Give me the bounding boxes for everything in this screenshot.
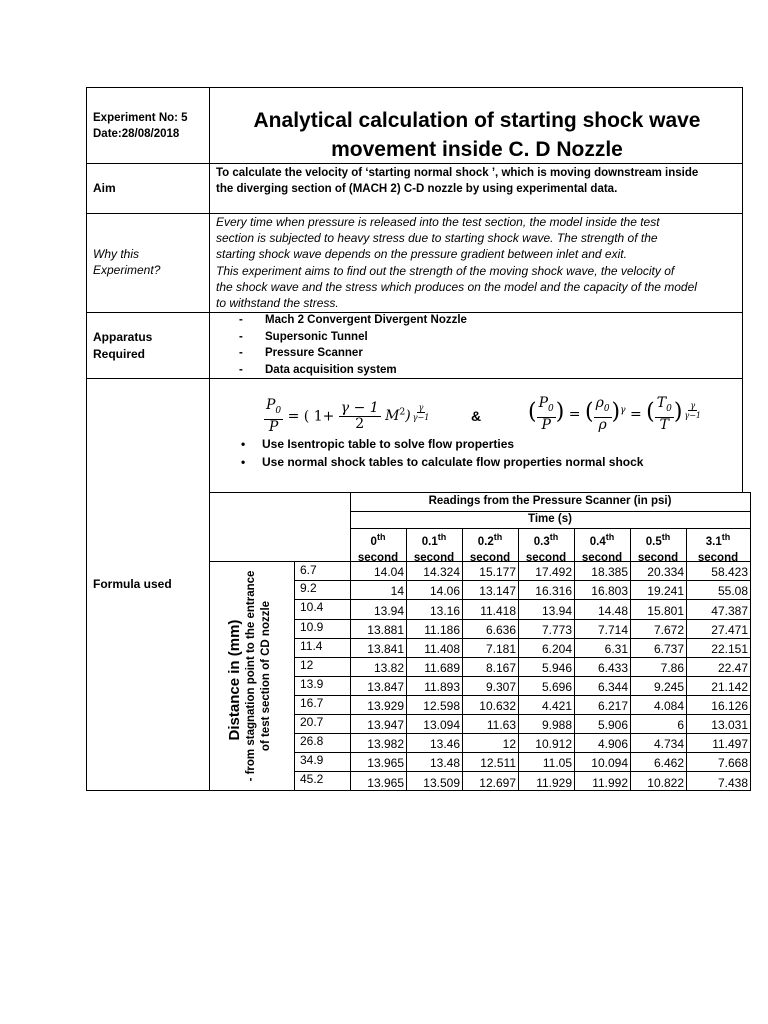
- reading-cell: 12.697: [479, 776, 516, 790]
- row-divider: [294, 771, 750, 772]
- bullet-icon: •: [241, 455, 246, 469]
- reading-cell: 18.385: [591, 565, 628, 579]
- reading-cell: 4.084: [653, 699, 684, 713]
- reading-cell: 11.929: [536, 776, 572, 790]
- reading-cell: 6.462: [653, 756, 684, 770]
- reading-cell: 14.48: [597, 604, 628, 618]
- time-column-header: 0.1th second: [413, 532, 455, 564]
- time-column-header: 0.3th second: [525, 532, 567, 564]
- reading-cell: 13.48: [429, 756, 460, 770]
- distance-cell: 16.7: [300, 696, 324, 710]
- apparatus-label-line-2: Required: [93, 347, 146, 361]
- reading-cell: 13.947: [367, 718, 404, 732]
- time-column-header: 0.4th second: [581, 532, 623, 564]
- reading-cell: 10.632: [479, 699, 516, 713]
- reading-cell: 13.929: [367, 699, 404, 713]
- list-item: - Pressure Scanner: [239, 347, 363, 359]
- formula-ampersand: &: [471, 408, 482, 424]
- reading-cell: 4.421: [541, 699, 572, 713]
- reading-cell: 12.598: [423, 699, 460, 713]
- list-item: - Mach 2 Convergent Divergent Nozzle: [239, 314, 467, 326]
- reading-cell: 7.86: [660, 661, 684, 675]
- reading-cell: 11.689: [424, 661, 460, 675]
- reading-cell: 7.181: [485, 642, 516, 656]
- formula-bullets: [241, 435, 643, 471]
- why-text: [216, 214, 742, 311]
- experiment-date: Date:28/08/2018: [93, 128, 180, 140]
- time-column-header: 0th second: [357, 532, 399, 564]
- why-label-line-1: Why this: [93, 247, 140, 261]
- reading-cell: 4.734: [653, 737, 684, 751]
- reading-cell: 9.245: [653, 680, 684, 694]
- reading-cell: 22.47: [717, 661, 748, 675]
- distance-cell: 34.9: [300, 753, 324, 767]
- distance-cell: 6.7: [300, 563, 317, 577]
- row-divider-apparatus: [86, 378, 743, 379]
- reading-cell: 47.387: [711, 604, 748, 618]
- why-label: [93, 246, 160, 278]
- aim-label: Aim: [93, 181, 116, 195]
- reading-cell: 13.16: [429, 604, 460, 618]
- reading-cell: 12.511: [480, 756, 516, 770]
- row-divider: [294, 619, 750, 620]
- time-column-header: 0.2th second: [469, 532, 511, 564]
- reading-cell: 13.46: [429, 737, 460, 751]
- why-line: This experiment aims to find out the strength of the moving shock wave, the velocity of: [216, 263, 675, 278]
- reading-cell: 6.737: [653, 642, 684, 656]
- distance-cell: 11.4: [300, 639, 323, 653]
- reading-cell: 6: [677, 718, 684, 732]
- why-line: starting shock wave depends on the pressure gradient between inlet and exit.: [216, 247, 627, 262]
- reading-cell: 6.31: [604, 642, 628, 656]
- distance-cell: 10.9: [300, 620, 324, 634]
- page-title: [212, 106, 742, 164]
- distance-cell: 45.2: [300, 772, 324, 786]
- outer-border-right: [742, 87, 743, 493]
- reading-cell: 15.801: [647, 604, 684, 618]
- reading-cell: 13.982: [367, 737, 404, 751]
- readings-top-border: [209, 492, 750, 493]
- bullet-icon: •: [241, 437, 246, 451]
- time-label: Time (s): [528, 513, 572, 525]
- reading-cell: 10.912: [535, 737, 572, 751]
- reading-cell: 16.126: [711, 699, 748, 713]
- list-item: • Use normal shock tables to calculate flow properties normal shock: [241, 455, 644, 469]
- reading-cell: 14.06: [429, 584, 460, 598]
- reading-cell: 6.204: [541, 642, 572, 656]
- row-divider: [294, 714, 750, 715]
- reading-cell: 13.509: [423, 776, 460, 790]
- reading-cell: 4.906: [597, 737, 628, 751]
- reading-cell: 13.82: [373, 661, 404, 675]
- distance-cell: 12: [300, 658, 314, 672]
- reading-cell: 58.423: [711, 565, 748, 579]
- why-line: to withstand the stress.: [216, 296, 339, 311]
- reading-cell: 11.63: [486, 718, 516, 732]
- row-divider: [294, 676, 750, 677]
- reading-cell: 19.241: [647, 584, 684, 598]
- reading-cell: 16.803: [591, 584, 628, 598]
- row-divider: [294, 752, 750, 753]
- reading-cell: 13.94: [541, 604, 572, 618]
- reading-cell: 17.492: [535, 565, 572, 579]
- reading-cell: 11.186: [424, 623, 460, 637]
- reading-cell: 5.906: [597, 718, 628, 732]
- reading-cell: 11.992: [592, 776, 628, 790]
- reading-cell: 10.822: [647, 776, 684, 790]
- distance-cell: 10.4: [300, 600, 324, 614]
- readings-title: Readings from the Pressure Scanner (in psi): [428, 495, 672, 507]
- distance-axis-sublabel: - from stagnation point to the entrance of test section of CD nozzle: [245, 570, 272, 782]
- readings-sub-divider-1: [350, 511, 750, 512]
- isentropic-formula-right: ( $\frac{P_0}{P}$ ) = ( $\frac{\rho_0}{\rho}$ )$^\gamma$ = ( $\frac{T_0}{T}$ ) $^{\frac{\gamma}{\gamma-1}}$: [528, 395, 702, 433]
- reading-cell: 12: [502, 737, 516, 751]
- reading-cell: 6.433: [597, 661, 628, 675]
- distance-cell: 26.8: [300, 734, 324, 748]
- time-column-header: 3.1th second: [697, 532, 739, 564]
- distance-axis-label: Distance in (mm): [226, 619, 243, 741]
- reading-cell: 7.672: [653, 623, 684, 637]
- list-item: - Supersonic Tunnel: [239, 330, 368, 343]
- why-line: Every time when pressure is released into the test section, the model inside the test: [216, 215, 660, 229]
- reading-cell: 13.847: [367, 680, 404, 694]
- reading-cell: 5.696: [541, 680, 572, 694]
- reading-cell: 8.167: [485, 661, 516, 675]
- reading-cell: 21.142: [711, 680, 748, 694]
- reading-cell: 7.438: [717, 776, 748, 790]
- reading-cell: 11.893: [424, 680, 460, 694]
- reading-cell: 5.946: [541, 661, 572, 675]
- row-divider: [294, 638, 750, 639]
- distance-cell: 9.2: [300, 581, 317, 595]
- reading-cell: 7.773: [541, 623, 572, 637]
- reading-cell: 14.04: [373, 565, 404, 579]
- apparatus-label: [93, 329, 152, 363]
- reading-cell: 11.497: [712, 737, 748, 751]
- why-line: section is subjected to heavy stress due to starting shock wave. The strength of the: [216, 231, 658, 246]
- reading-cell: 10.094: [591, 756, 628, 770]
- list-item: - Data acquisition system: [239, 363, 397, 376]
- readings-right-border: [750, 492, 751, 791]
- aim-line-2: the diverging section of (MACH 2) C-D nozzle by using experimental data.: [216, 183, 618, 195]
- row-divider: [294, 733, 750, 734]
- reading-cell: 27.471: [711, 623, 748, 637]
- reading-cell: 55.08: [717, 584, 748, 598]
- reading-cell: 11.05: [542, 756, 572, 770]
- reading-cell: 9.988: [541, 718, 572, 732]
- reading-cell: 13.147: [479, 584, 516, 598]
- aim-line-1: To calculate the velocity of ‘starting normal shock ’, which is moving downstream inside: [216, 167, 699, 179]
- reading-cell: 9.307: [485, 680, 516, 694]
- apparatus-label-line-1: Apparatus: [93, 330, 153, 344]
- reading-cell: 13.841: [367, 642, 404, 656]
- distance-cell: 20.7: [300, 715, 324, 729]
- reading-cell: 16.316: [535, 584, 572, 598]
- reading-cell: 22.151: [711, 642, 748, 656]
- isentropic-formula-left: $\frac{P_0}{P}$ = ( 1+ $\frac{\gamma - 1}{2}$ $M^2$) $^{\frac{\gamma}{\gamma-1}}$: [266, 397, 430, 435]
- time-column-header: 0.5th second: [637, 532, 679, 564]
- reading-cell: 7.714: [597, 623, 628, 637]
- reading-cell: 14.324: [423, 565, 460, 579]
- why-label-line-2: Experiment?: [93, 263, 161, 278]
- reading-cell: 7.668: [717, 756, 748, 770]
- why-line: the shock wave and the stress which produces on the model and the capacity of the model: [216, 279, 697, 294]
- reading-cell: 6.636: [485, 623, 516, 637]
- reading-cell: 13.094: [423, 718, 460, 732]
- row-divider: [294, 580, 750, 581]
- distance-cell: 13.9: [300, 677, 324, 691]
- reading-cell: 20.334: [647, 565, 684, 579]
- reading-cell: 15.177: [479, 565, 516, 579]
- title-line-2: movement inside C. D Nozzle: [331, 138, 623, 161]
- reading-cell: 11.418: [480, 604, 516, 618]
- title-line-1: Analytical calculation of starting shock wave: [253, 109, 701, 132]
- outer-border-left: [86, 87, 87, 791]
- reading-cell: 13.965: [367, 756, 404, 770]
- reading-cell: 6.344: [597, 680, 628, 694]
- reading-cell: 13.031: [711, 718, 748, 732]
- reading-cell: 13.965: [367, 776, 404, 790]
- reading-cell: 13.94: [373, 604, 404, 618]
- list-item: • Use Isentropic table to solve flow properties: [241, 437, 515, 451]
- row-divider: [294, 599, 750, 600]
- aim-text: [216, 165, 742, 197]
- row-divider: [294, 657, 750, 658]
- reading-cell: 11.408: [424, 642, 460, 656]
- reading-cell: 13.881: [367, 623, 404, 637]
- reading-cell: 14: [390, 584, 404, 598]
- outer-border-top: [86, 87, 743, 88]
- apparatus-list: [239, 312, 467, 378]
- formula-label: Formula used: [93, 577, 172, 591]
- experiment-info: [93, 110, 188, 142]
- experiment-number: Experiment No: 5: [93, 112, 188, 124]
- column-divider: [209, 87, 210, 790]
- reading-cell: 6.217: [597, 699, 628, 713]
- row-divider: [294, 695, 750, 696]
